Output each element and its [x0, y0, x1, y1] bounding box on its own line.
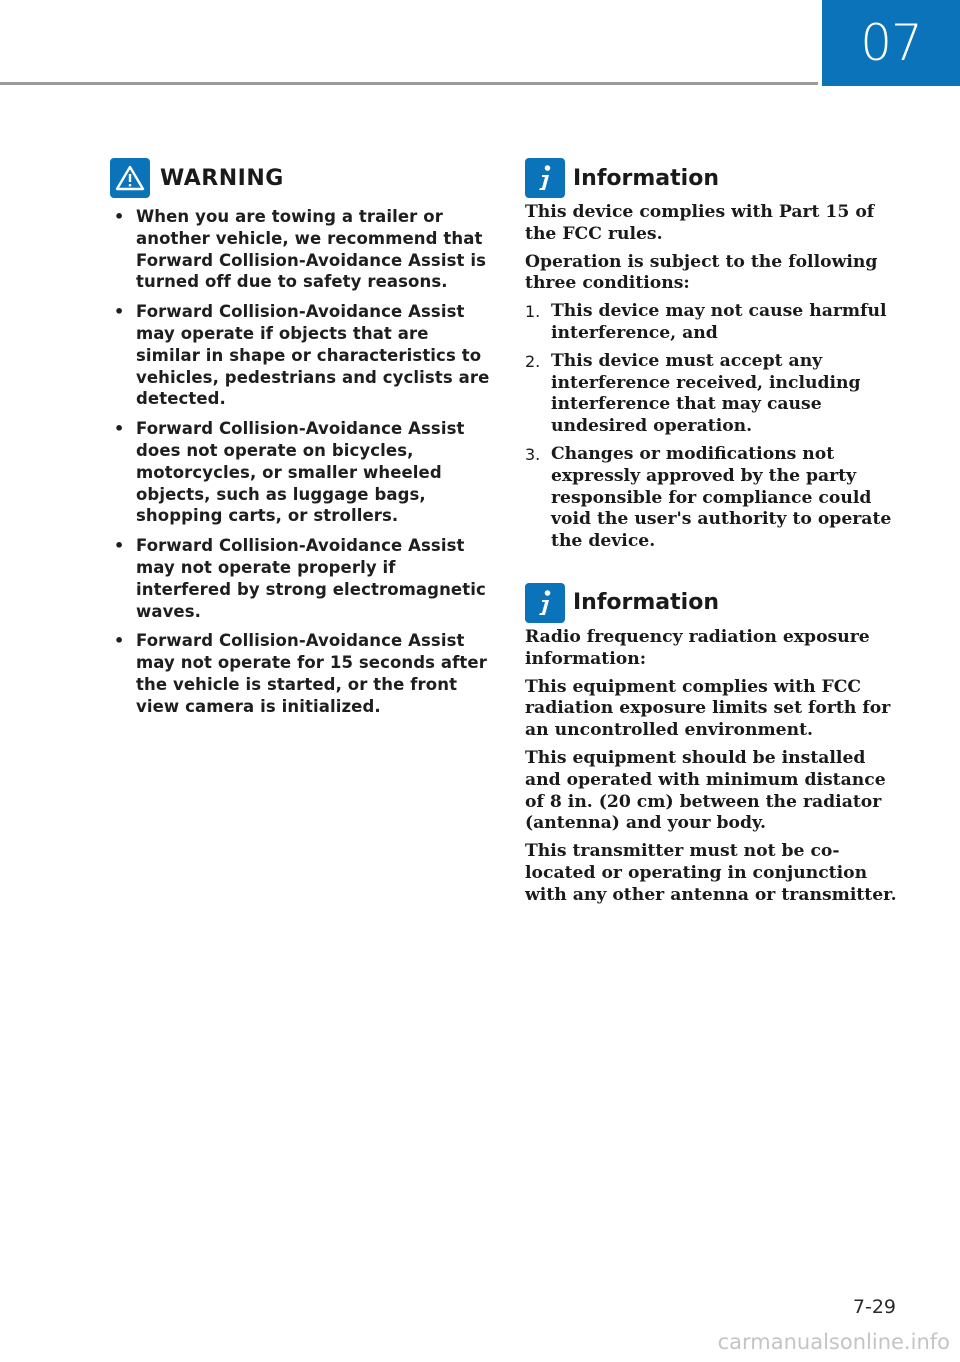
- list-item: • Forward Collision-Avoidance Assist may operate if objects that are similar in shape or characteristics to vehicles, pedestrians and cyclists are detected.: [114, 302, 490, 409]
- info-title: Information: [573, 590, 719, 616]
- list-item: • Forward Collision-Avoidance Assist does not operate on bicycles, motorcycles, or smaller wheeled objects, such as luggage bags, shopping carts, or strollers.: [114, 419, 465, 526]
- info-paragraph: Radio frequency radiation exposure information:: [525, 626, 870, 669]
- warning-heading: [110, 158, 490, 198]
- list-item: • When you are towing a trailer or another vehicle, we recommend that Forward Collision-Avoidance Assist is turned off due to safety reasons.: [114, 207, 486, 292]
- info-paragraph: This device complies with Part 15 of the FCC rules.: [525, 202, 875, 244]
- info-paragraph: Operation is subject to the following three conditions:: [525, 251, 878, 294]
- info-heading: [525, 583, 905, 623]
- warning-triangle-icon: [110, 158, 150, 198]
- info-heading: [525, 158, 905, 198]
- info-box-rf: [525, 583, 905, 907]
- list-item: • Forward Collision-Avoidance Assist may not operate properly if interfered by strong electromagnetic waves.: [114, 536, 486, 621]
- info-paragraph: This transmitter must not be co-located or operating in conjunction with any other antenna or transmitter.: [525, 841, 897, 905]
- info-box-fcc: [525, 158, 905, 553]
- list-item: 3. Changes or modifications not expressly approved by the party responsible for compliance could void the user's authority to operate the device.: [525, 443, 892, 552]
- info-title: Information: [573, 165, 719, 191]
- list-item: • Forward Collision-Avoidance Assist may not operate for 15 seconds after the vehicle is started, or the front view camera is initialized.: [114, 631, 487, 716]
- info-column: [525, 158, 905, 913]
- warning-box: [110, 158, 490, 726]
- conditions-list: [525, 301, 905, 553]
- warning-title: WARNING: [160, 165, 284, 191]
- list-item: 2. This device must accept any interference received, including interference that may cause undesired operation.: [525, 350, 861, 437]
- chapter-number: 07: [860, 14, 922, 72]
- info-icon: [525, 583, 565, 623]
- page-number: 7-29: [852, 1296, 896, 1318]
- list-item: 1. This device may not cause harmful interference, and: [525, 301, 887, 343]
- watermark: carmanualsonline.info: [717, 1330, 950, 1354]
- chapter-tab: [822, 0, 960, 86]
- info-icon: [525, 158, 565, 198]
- header-rule: [0, 82, 818, 85]
- warning-list: [110, 206, 490, 718]
- info-paragraph: This equipment complies with FCC radiation exposure limits set forth for an uncontrolled environment.: [525, 676, 891, 741]
- info-paragraph: This equipment should be installed and operated with minimum distance of 8 in. (20 cm) between the radiator (antenna) and your body.: [525, 747, 886, 834]
